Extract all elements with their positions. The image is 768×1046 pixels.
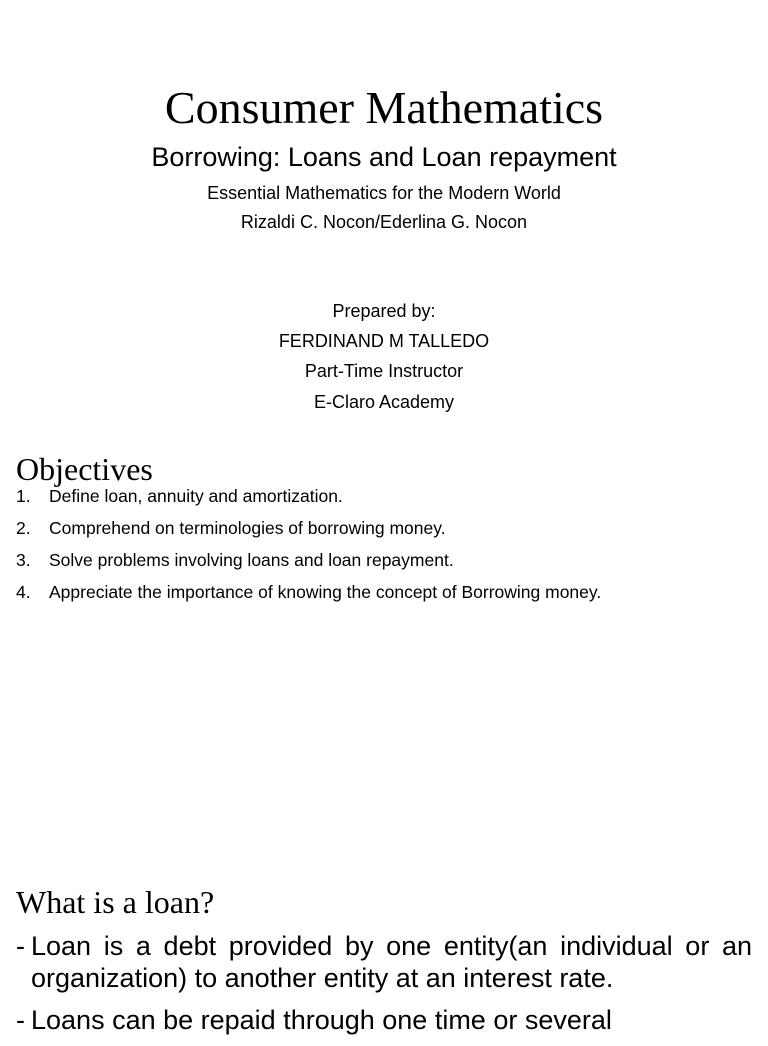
list-item xyxy=(16,548,656,572)
preparer-org: E-Claro Academy xyxy=(313,392,455,412)
list-item xyxy=(16,484,656,508)
list-item-number: 3. xyxy=(16,550,31,570)
bullet-dash: - xyxy=(16,1005,25,1035)
list-item-text: Comprehend on terminologies of borrowing money. xyxy=(49,518,446,538)
list-item-number: 1. xyxy=(16,486,31,506)
objectives-slide xyxy=(0,440,768,860)
objectives-list xyxy=(16,484,656,612)
loan-bullet-list xyxy=(16,930,752,1046)
list-item xyxy=(16,580,656,604)
list-item-text: Solve problems involving loans and loan repayment. xyxy=(49,550,454,570)
list-item xyxy=(16,516,656,540)
loan-slide xyxy=(0,860,768,1035)
list-item-number: 4. xyxy=(16,582,31,602)
bullet-dash: - xyxy=(16,931,25,961)
authors: Rizaldi C. Nocon/Ederlina G. Nocon xyxy=(240,212,528,232)
list-item xyxy=(16,930,752,994)
list-item-text: Loan is a debt provided by one entity(an individual or an organization) to another entity at an interest rate. xyxy=(31,931,752,993)
list-item-text: Define loan, annuity and amortization. xyxy=(49,486,343,506)
title-slide xyxy=(0,0,768,440)
preparer-role: Part-Time Instructor xyxy=(304,361,464,381)
prepared-by-label: Prepared by: xyxy=(332,301,436,321)
objectives-heading: Objectives xyxy=(16,451,153,487)
list-item xyxy=(16,1004,752,1036)
list-item-text: Loans can be repaid through one time or several xyxy=(31,1005,612,1035)
book-title: Essential Mathematics for the Modern World xyxy=(207,183,561,203)
page-title: Consumer Mathematics xyxy=(164,82,604,133)
list-item-text: Appreciate the importance of knowing the concept of Borrowing money. xyxy=(49,582,602,602)
page-subtitle: Borrowing: Loans and Loan repayment xyxy=(151,142,617,172)
list-item-number: 2. xyxy=(16,518,31,538)
loan-heading: What is a loan? xyxy=(16,884,215,920)
preparer-name: FERDINAND M TALLEDO xyxy=(278,331,490,351)
